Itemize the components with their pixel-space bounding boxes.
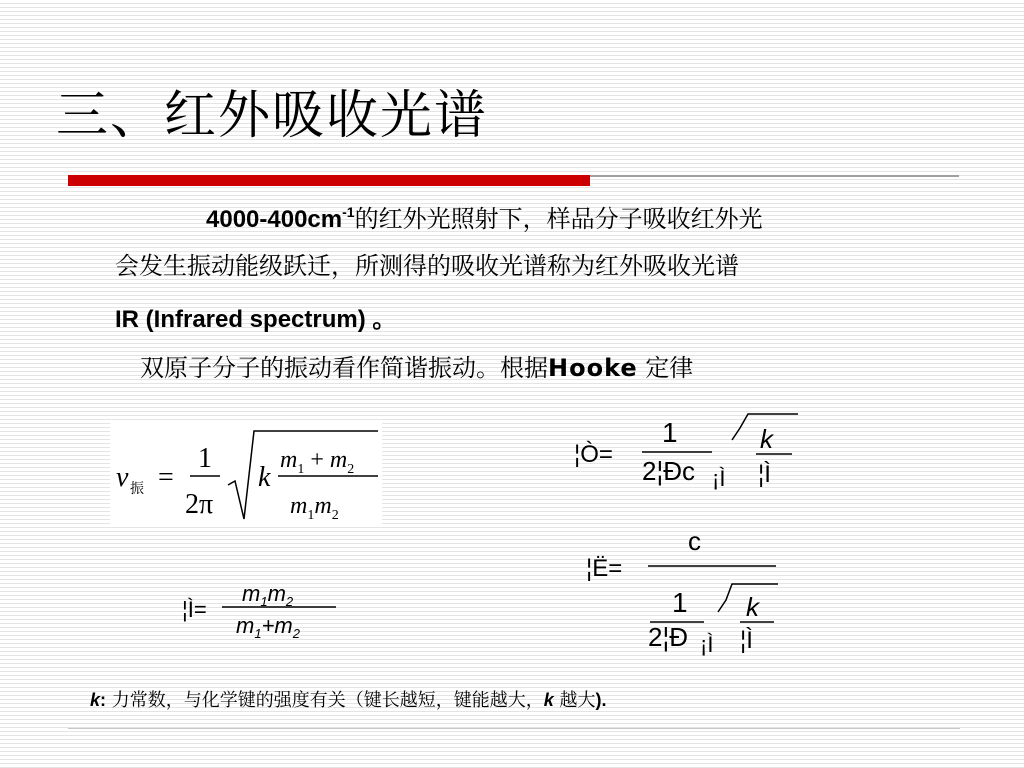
intro-paragraph-line3: IR (Infrared spectrum) 。 [115,306,397,333]
hooke-law-word: 定律 [637,354,694,382]
wavenumber-range: 4000-400cm [206,206,343,233]
intro-paragraph-line1 [206,197,763,235]
force-constant-k: k [746,592,759,622]
intro-text-1: 的红外光照射下，样品分子吸收红外光 [354,205,763,233]
sqrt-glyph: ¡Ì [700,632,714,657]
title-underline-red [68,175,590,186]
note-colon: : [100,690,107,710]
note-text2: 越大 [553,690,596,711]
hooke-paragraph [140,353,693,383]
slide-title: 三、红外吸收光谱 [56,86,489,146]
intro-paragraph-line2: 会发生振动能级跃迁，所测得的吸收光谱称为红外吸收光谱 [115,252,739,280]
speed-of-light: c [688,526,701,556]
wavelength-formula [580,522,800,668]
wavenumber-exponent: -1 [342,204,355,220]
sqrt-glyph: ¡Ì [712,466,726,491]
equals-sign: = [158,462,174,493]
mu-symbol: ¦Ì [758,461,771,488]
note-k2: k [543,690,554,710]
force-constant-k: k [760,424,773,454]
mass-product: $m_1m_2$ [290,493,339,523]
mass-product: $m_1m_2$ [242,581,294,609]
lambda-symbol: ¦Ë= [586,555,623,582]
hooke-name: Hooke [548,354,638,382]
numerator-one: 1 [662,417,678,448]
denominator: 2¦Ð [648,622,688,652]
denominator: 2¦Ðc [642,456,695,486]
numerator-one: 1 [672,587,688,618]
nu-subscript: 振 [130,482,144,497]
nu-symbol: v [116,462,129,493]
mass-sum: $m_1+m_2$ [236,613,300,641]
force-constant-note [90,688,607,713]
mu-symbol: ¦Ì= [182,597,207,622]
title-underline-gray [590,175,959,177]
bottom-divider [68,728,960,729]
note-end: ). [595,690,607,710]
force-constant-k: k [258,462,271,493]
two-pi: 2π [185,489,214,520]
note-text: 力常数，与化学键的强度有关（键长越短，键能越大， [106,690,544,711]
frequency-formula [110,423,382,526]
mass-sum: $m_1 + m_2$ [280,447,355,477]
mu-symbol: ¦Ì [740,627,753,654]
reduced-mass-formula [180,574,350,644]
hooke-intro-text: 双原子分子的振动看作简谐振动。根据 [140,354,548,382]
sigma-symbol: ¦Ò= [574,441,613,468]
note-k: k [90,690,101,710]
numerator-one: 1 [198,443,212,474]
wavenumber-formula [570,410,810,500]
